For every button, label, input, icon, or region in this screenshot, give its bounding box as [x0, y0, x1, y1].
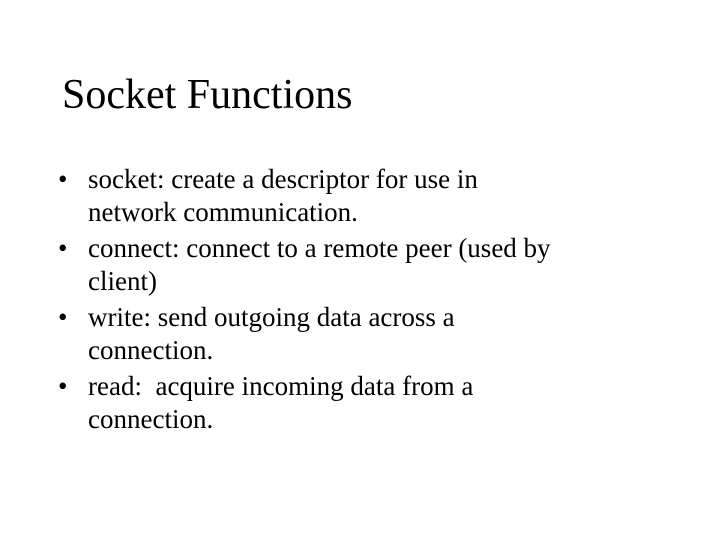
- bullet-dot-icon: •: [58, 371, 68, 401]
- bullet-line: socket: create a descriptor for use in: [88, 164, 478, 194]
- bullet-line: network communication.: [88, 197, 358, 227]
- bullet-line: client): [88, 266, 157, 296]
- bullet-list: [58, 163, 678, 439]
- bullet-item-read: [58, 370, 678, 436]
- bullet-line: connection.: [88, 335, 214, 365]
- slide-title: Socket Functions: [62, 72, 353, 118]
- bullet-line: connect: connect to a remote peer (used by: [88, 233, 551, 263]
- bullet-dot-icon: •: [58, 302, 68, 332]
- bullet-item-write: [58, 301, 678, 367]
- bullet-item-socket: [58, 163, 678, 229]
- bullet-dot-icon: •: [58, 233, 68, 263]
- bullet-line: connection.: [88, 404, 214, 434]
- bullet-item-connect: [58, 232, 678, 298]
- bullet-dot-icon: •: [58, 164, 68, 194]
- bullet-line: read: acquire incoming data from a: [88, 371, 474, 401]
- bullet-line: write: send outgoing data across a: [88, 302, 455, 332]
